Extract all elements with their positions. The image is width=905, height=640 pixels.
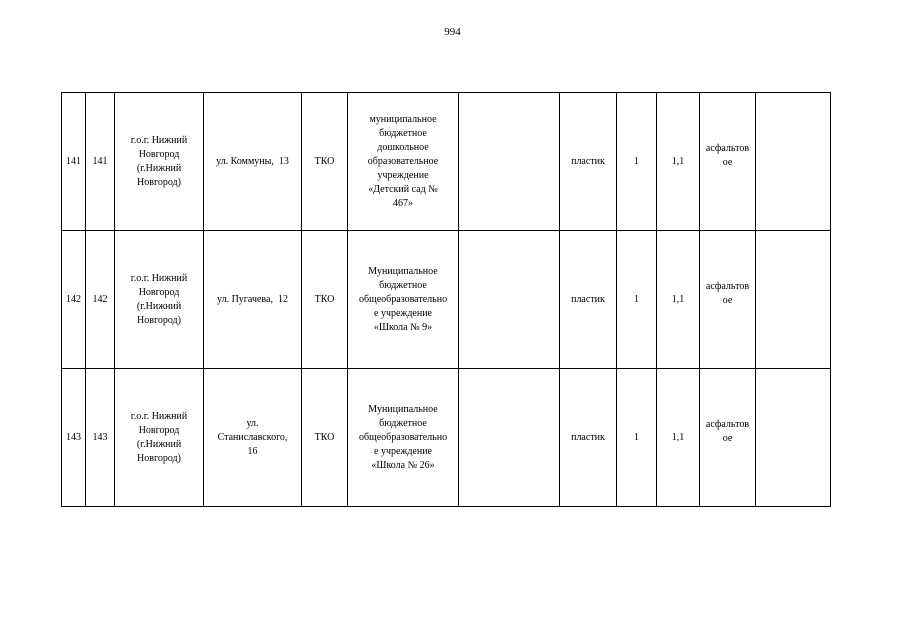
registry-number-cell: 142	[86, 231, 115, 369]
container-material-cell: пластик	[560, 369, 617, 507]
waste-type-cell: ТКО	[302, 369, 348, 507]
extra-cell	[459, 93, 560, 231]
district-cell: г.о.г. Нижний Новгород (г.Нижний Новгород)	[115, 231, 204, 369]
waste-site-table	[61, 92, 831, 507]
container-volume-cell: 1,1	[657, 93, 700, 231]
district-cell: г.о.г. Нижний Новгород (г.Нижний Новгород)	[115, 369, 204, 507]
surface-cover-cell	[700, 93, 756, 231]
row-number-cell: 142	[62, 231, 86, 369]
address-cell: ул. Станиславского, 16	[204, 369, 302, 507]
row-number-cell: 141	[62, 93, 86, 231]
container-volume-cell: 1,1	[657, 231, 700, 369]
table-row	[62, 369, 831, 507]
extra-cell	[459, 369, 560, 507]
district-cell: г.о.г. Нижний Новгород (г.Нижний Новгород)	[115, 93, 204, 231]
container-count-cell: 1	[617, 231, 657, 369]
page-number: 994	[444, 26, 461, 38]
surface-cover-text: асфальтов ое	[705, 418, 750, 444]
container-count-cell: 1	[617, 369, 657, 507]
owner-cell: Муниципальное бюджетное общеобразовательно е учреждение «Школа № 9»	[348, 231, 459, 369]
extra-cell	[459, 231, 560, 369]
address-cell: ул. Коммуны, 13	[204, 93, 302, 231]
registry-number-cell: 141	[86, 93, 115, 231]
surface-cover-cell	[700, 369, 756, 507]
address-cell: ул. Пугачева, 12	[204, 231, 302, 369]
notes-cell	[756, 369, 831, 507]
row-number-cell: 143	[62, 369, 86, 507]
table-row	[62, 93, 831, 231]
table-row	[62, 231, 831, 369]
waste-type-cell: ТКО	[302, 231, 348, 369]
waste-type-cell: ТКО	[302, 93, 348, 231]
container-material-cell: пластик	[560, 231, 617, 369]
owner-cell: муниципальное бюджетное дошкольное образовательное учреждение «Детский сад № 467»	[348, 93, 459, 231]
surface-cover-text: асфальтов ое	[705, 280, 750, 306]
container-volume-cell: 1,1	[657, 369, 700, 507]
surface-cover-cell	[700, 231, 756, 369]
registry-number-cell: 143	[86, 369, 115, 507]
notes-cell	[756, 93, 831, 231]
notes-cell	[756, 231, 831, 369]
container-count-cell: 1	[617, 93, 657, 231]
surface-cover-text: асфальтов ое	[705, 142, 750, 168]
owner-cell: Муниципальное бюджетное общеобразовательно е учреждение «Школа № 26»	[348, 369, 459, 507]
container-material-cell: пластик	[560, 93, 617, 231]
